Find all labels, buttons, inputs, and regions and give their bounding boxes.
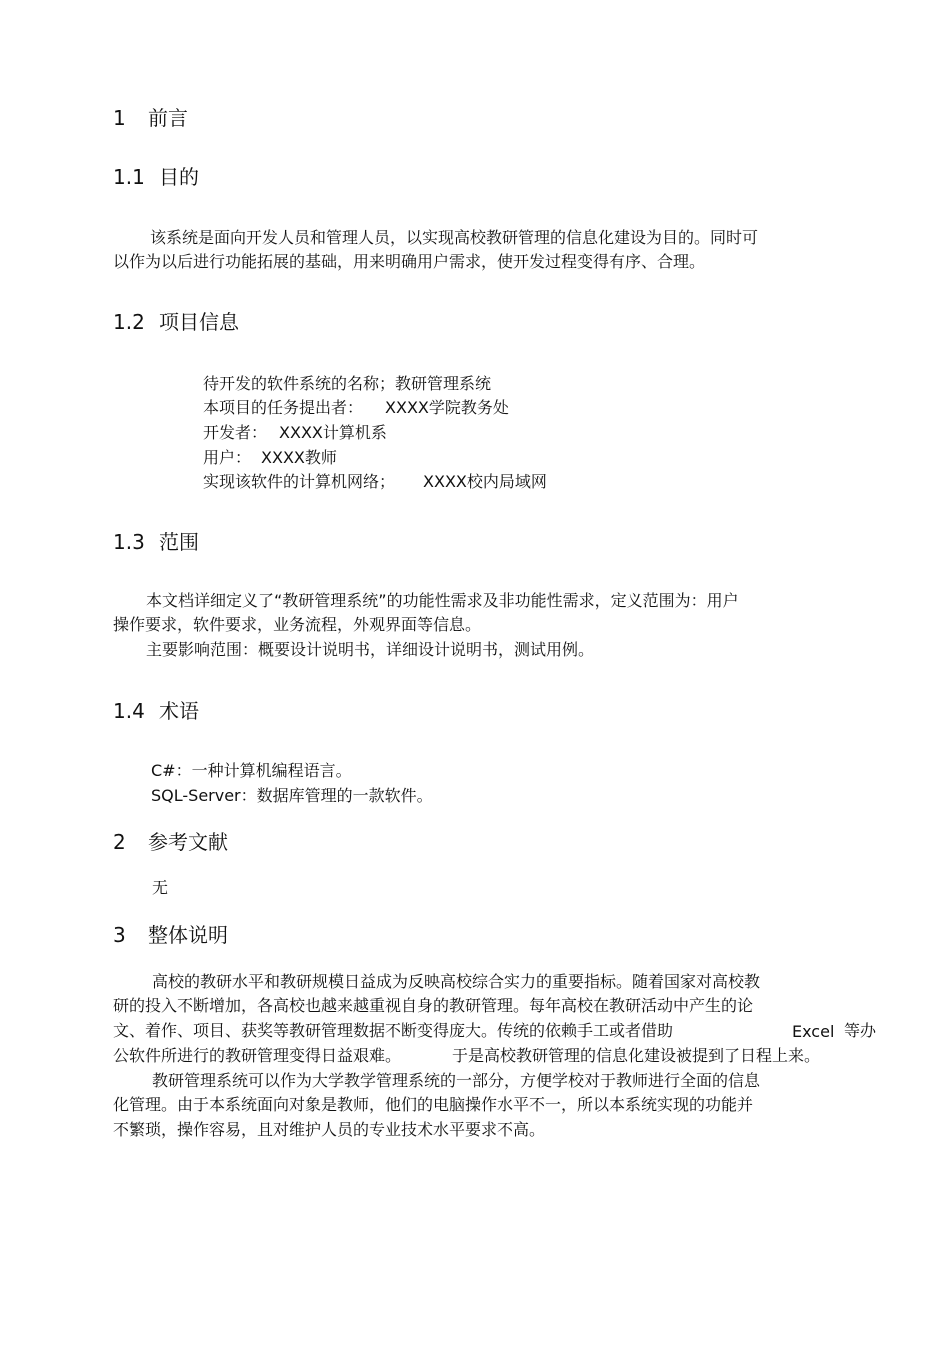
project-info-proposer-label: 本项目的任务提出者： [203, 398, 364, 417]
overview-line-3: 文、着作、项目、获奖等教研管理数据不断变得庞大。传统的依赖手工或者借助 [113, 1021, 674, 1040]
heading-3-title: 整体说明 [148, 923, 228, 947]
heading-1-4 [113, 699, 199, 723]
heading-2-number: 2 [113, 830, 126, 854]
heading-3 [113, 923, 228, 947]
term-sql-server: SQL-Server：数据库管理的一款软件。 [151, 786, 433, 805]
overview-line-3-tail: 等办 [844, 1021, 877, 1040]
heading-1-title: 前言 [148, 106, 188, 130]
purpose-line-1: 该系统是面向开发人员和管理人员，以实现高校教研管理的信息化建设为目的。同时可 [150, 228, 759, 247]
heading-1-3 [113, 530, 199, 554]
term-csharp: C#：一种计算机编程语言。 [151, 761, 352, 780]
heading-1-3-number: 1.3 [113, 530, 145, 554]
project-info-proposer [203, 397, 509, 419]
project-info-user [203, 447, 337, 469]
project-info-network-value: XXXX校内局域网 [423, 472, 547, 491]
references-body: 无 [152, 878, 169, 897]
overview-line-2: 研的投入不断增加，各高校也越来越重视自身的教研管理。每年高校在教研活动中产生的论 [113, 996, 754, 1015]
heading-1 [113, 106, 188, 130]
scope-line-3: 主要影响范围：概要设计说明书，详细设计说明书，测试用例。 [146, 640, 595, 659]
heading-3-number: 3 [113, 923, 126, 947]
overview-line-4: 公软件所进行的教研管理变得日益艰难。 [113, 1046, 402, 1065]
overview-line-1: 高校的教研水平和教研规模日益成为反映高校综合实力的重要指标。随着国家对高校教 [152, 972, 761, 991]
heading-1-4-number: 1.4 [113, 699, 145, 723]
heading-1-2-title: 项目信息 [159, 310, 239, 334]
heading-1-2-number: 1.2 [113, 310, 145, 334]
project-info-name-label: 待开发的软件系统的名称；教研管理系统 [203, 374, 492, 393]
heading-1-1-number: 1.1 [113, 165, 145, 189]
overview-line-7: 不繁琐，操作容易，且对维护人员的专业技术水平要求不高。 [113, 1120, 546, 1139]
heading-1-2 [113, 310, 239, 334]
heading-1-1 [113, 165, 199, 189]
overview-line-4-tail: 于是高校教研管理的信息化建设被提到了日程上来。 [452, 1046, 821, 1065]
project-info-developer [203, 422, 387, 444]
project-info-name [203, 373, 491, 395]
overview-line-6: 化管理。由于本系统面向对象是教师，他们的电脑操作水平不一，所以本系统实现的功能并 [113, 1095, 754, 1114]
heading-1-number: 1 [113, 106, 126, 130]
scope-line-1: 本文档详细定义了“教研管理系统”的功能性需求及非功能性需求，定义范围为：用户 [146, 591, 739, 610]
heading-2-title: 参考文献 [148, 830, 228, 854]
overview-line-5: 教研管理系统可以作为大学教学管理系统的一部分，方便学校对于教师进行全面的信息 [152, 1071, 761, 1090]
overview-excel: Excel [792, 1022, 835, 1041]
heading-2 [113, 830, 228, 854]
project-info-developer-label: 开发者： [203, 423, 268, 442]
project-info-proposer-value: XXXX学院教务处 [385, 398, 509, 417]
purpose-line-2: 以作为以后进行功能拓展的基础，用来明确用户需求，使开发过程变得有序、合理。 [113, 252, 706, 271]
project-info-network [203, 471, 547, 493]
heading-1-4-title: 术语 [159, 699, 199, 723]
project-info-user-label: 用户： [203, 448, 252, 467]
project-info-network-label: 实现该软件的计算机网络； [203, 472, 396, 491]
heading-1-1-title: 目的 [159, 165, 199, 189]
project-info-user-value: XXXX教师 [261, 448, 337, 467]
project-info-developer-value: XXXX计算机系 [279, 423, 387, 442]
heading-1-3-title: 范围 [159, 530, 199, 554]
scope-line-2: 操作要求，软件要求，业务流程，外观界面等信息。 [113, 615, 482, 634]
